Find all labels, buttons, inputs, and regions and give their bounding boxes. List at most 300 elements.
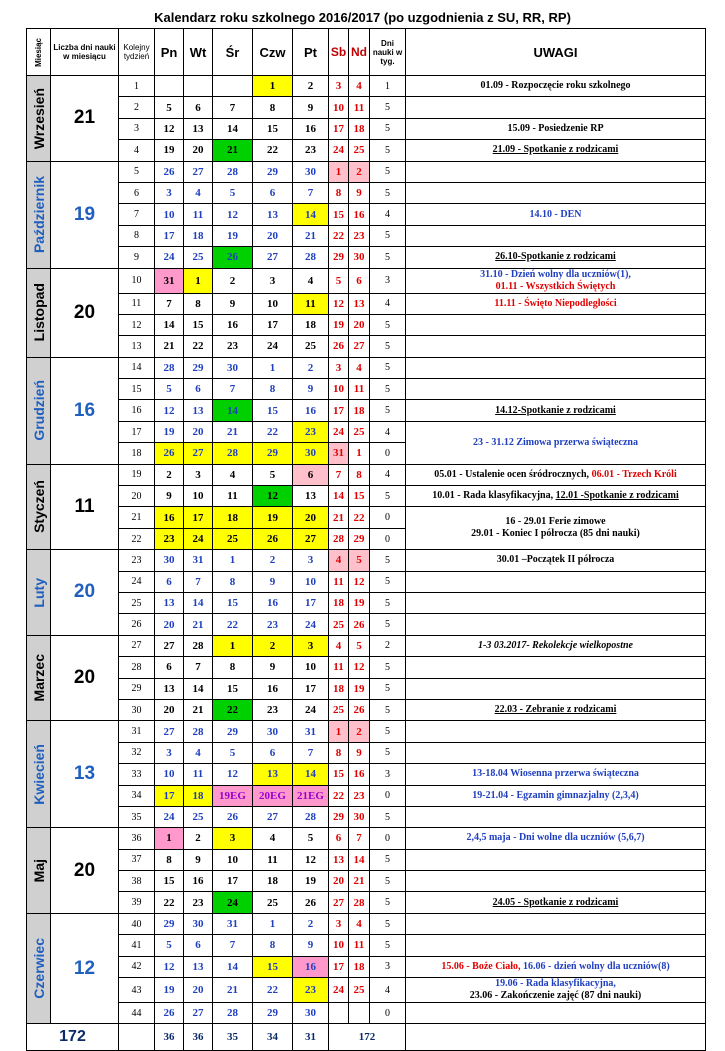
note-cell [406,571,706,592]
day-sb: 22 [329,785,349,806]
week-school-days: 5 [370,97,406,118]
note-cell [406,486,706,507]
day-wt: 3 [184,464,213,485]
week-number: 22 [119,528,155,549]
note-cell [406,293,706,314]
day-nd: 9 [349,182,370,203]
day-sb: 17 [329,118,349,139]
month-name: Grudzień [30,380,47,441]
day-wt: 22 [184,336,213,357]
day-czw: 26 [253,528,293,549]
day-wt: 13 [184,118,213,139]
week-number: 34 [119,785,155,806]
note-cell [406,699,706,720]
week-row [27,507,706,528]
week-school-days: 4 [370,464,406,485]
day-pn: 30 [155,550,184,571]
day-wt: 27 [184,1003,213,1024]
week-number: 37 [119,849,155,870]
week-row [27,571,706,592]
day-pt: 23 [293,978,329,1003]
week-school-days: 3 [370,956,406,977]
day-nd [349,1003,370,1024]
day-czw: 25 [253,892,293,913]
week-row [27,336,706,357]
day-sb: 24 [329,421,349,442]
day-nd: 25 [349,421,370,442]
week-school-days: 5 [370,182,406,203]
week-number: 23 [119,550,155,571]
week-school-days: 0 [370,785,406,806]
week-school-days: 4 [370,293,406,314]
note-text: 05.01 - Ustalenie ocen śródrocznych, [434,468,592,480]
week-row [27,293,706,314]
day-czw: 1 [253,913,293,934]
day-czw: 9 [253,657,293,678]
header-miesiac: Miesiąc [27,29,51,76]
day-czw: 10 [253,293,293,314]
day-pt: 27 [293,528,329,549]
day-sr: 26 [213,806,253,827]
week-number: 32 [119,742,155,763]
week-school-days: 5 [370,336,406,357]
day-pt: 16 [293,956,329,977]
day-czw: 29 [253,443,293,464]
day-pn: 8 [155,849,184,870]
day-sr: 19 [213,225,253,246]
day-pn: 9 [155,486,184,507]
note-cell [406,1003,706,1024]
day-czw: 27 [253,806,293,827]
day-wt: 27 [184,161,213,182]
note-cell [406,336,706,357]
note-cell [406,657,706,678]
day-sr: 23 [213,336,253,357]
week-number: 7 [119,204,155,225]
day-czw: 8 [253,379,293,400]
week-row [27,247,706,268]
note-cell [406,76,706,97]
week-school-days: 0 [370,1003,406,1024]
month-cell [27,357,51,464]
day-wt: 28 [184,721,213,742]
day-pn: 1 [155,828,184,849]
day-wt: 4 [184,182,213,203]
note-text: 2,4,5 maja - Dni wolne dla uczniów (5,6,7) [466,832,645,844]
day-pt: 20 [293,507,329,528]
day-wt: 6 [184,379,213,400]
day-pt: 2 [293,913,329,934]
week-number: 24 [119,571,155,592]
week-row [27,935,706,956]
day-czw: 22 [253,140,293,161]
week-school-days: 5 [370,247,406,268]
calendar-table [26,28,706,1051]
total-days: 172 [27,1024,119,1051]
week-row [27,97,706,118]
week-school-days: 5 [370,592,406,613]
day-nd: 7 [349,828,370,849]
day-nd: 21 [349,871,370,892]
day-wt: 13 [184,400,213,421]
note-text: 15.06 - Boże Ciało, [441,960,523,972]
note-cell [406,892,706,913]
week-row [27,657,706,678]
note-text: 1-3 03.2017- Rekolekcje wielkopostne [478,639,633,651]
day-sb: 12 [329,293,349,314]
day-pt: 14 [293,204,329,225]
day-wt: 27 [184,443,213,464]
day-sb: 7 [329,464,349,485]
day-pn: 22 [155,892,184,913]
note-text: 26.10-Spotkanie z rodzicami [495,251,616,263]
week-school-days: 5 [370,571,406,592]
week-row [27,699,706,720]
day-nd: 26 [349,699,370,720]
day-sb: 15 [329,204,349,225]
day-sb: 18 [329,678,349,699]
week-school-days: 0 [370,828,406,849]
week-number: 41 [119,935,155,956]
day-pt: 18 [293,314,329,335]
week-number: 18 [119,443,155,464]
day-sb: 4 [329,635,349,656]
week-row [27,161,706,182]
footer-czw: 34 [253,1024,293,1051]
week-row [27,871,706,892]
day-pt: 16 [293,118,329,139]
day-wt: 21 [184,614,213,635]
day-czw: 4 [253,828,293,849]
day-wt: 16 [184,871,213,892]
month-days-count: 11 [51,464,119,550]
day-nd: 25 [349,140,370,161]
week-row [27,379,706,400]
day-pt: 9 [293,935,329,956]
note-text: 19-21.04 - Egzamin gimnazjalny (2,3,4) [472,789,639,801]
note-cell [406,721,706,742]
footer-sr: 35 [213,1024,253,1051]
month-days-count: 20 [51,635,119,721]
week-row [27,956,706,977]
day-pt: 21EG [293,785,329,806]
day-pn: 27 [155,721,184,742]
day-sb: 1 [329,161,349,182]
day-czw: 22 [253,978,293,1003]
day-pt: 7 [293,742,329,763]
day-sr: 3 [213,828,253,849]
day-sb: 3 [329,357,349,378]
day-wt: 15 [184,314,213,335]
day-wt: 30 [184,913,213,934]
week-row [27,849,706,870]
day-pn: 26 [155,1003,184,1024]
day-sr: 30 [213,357,253,378]
week-school-days: 5 [370,614,406,635]
day-sr: 29 [213,721,253,742]
day-wt: 28 [184,635,213,656]
day-pn: 13 [155,592,184,613]
day-sr: 24 [213,892,253,913]
day-wt: 21 [184,699,213,720]
week-number: 1 [119,76,155,97]
week-school-days: 5 [370,892,406,913]
month-cell [27,635,51,721]
day-pn: 28 [155,357,184,378]
day-wt: 4 [184,742,213,763]
day-sr: 21 [213,140,253,161]
day-pt: 24 [293,614,329,635]
day-wt: 14 [184,592,213,613]
day-czw: 16 [253,592,293,613]
week-row [27,1003,706,1024]
day-czw: 24 [253,336,293,357]
day-czw: 18 [253,871,293,892]
day-pn [155,76,184,97]
day-nd: 23 [349,225,370,246]
day-sr: 15 [213,592,253,613]
day-sr: 1 [213,635,253,656]
week-row [27,806,706,827]
week-number: 14 [119,357,155,378]
month-days-count: 19 [51,161,119,268]
week-row [27,721,706,742]
day-czw: 30 [253,721,293,742]
day-nd: 11 [349,935,370,956]
day-czw: 2 [253,550,293,571]
day-nd: 30 [349,247,370,268]
day-nd: 18 [349,400,370,421]
month-cell [27,268,51,357]
month-days-count: 20 [51,550,119,636]
day-pt: 6 [293,464,329,485]
day-pt: 19 [293,871,329,892]
day-pt: 25 [293,336,329,357]
day-pn: 3 [155,742,184,763]
note-cell [406,978,706,1003]
day-czw: 23 [253,614,293,635]
day-pn: 24 [155,806,184,827]
day-sr: 5 [213,182,253,203]
footer-empty [119,1024,155,1051]
day-wt: 13 [184,956,213,977]
note-cell [406,806,706,827]
day-pt: 12 [293,849,329,870]
week-row [27,828,706,849]
month-name: Czerwiec [30,938,47,999]
week-row [27,550,706,571]
day-czw: 12 [253,486,293,507]
day-sr: 28 [213,1003,253,1024]
week-school-days: 5 [370,161,406,182]
note-cell [406,97,706,118]
day-sr: 4 [213,464,253,485]
day-nd: 5 [349,635,370,656]
footer-empty [406,1024,706,1051]
note-cell [406,400,706,421]
week-row [27,140,706,161]
week-school-days: 5 [370,357,406,378]
day-sb: 4 [329,550,349,571]
day-sr: 21 [213,421,253,442]
day-sr: 28 [213,443,253,464]
day-sr: 5 [213,742,253,763]
day-nd: 11 [349,379,370,400]
week-number: 39 [119,892,155,913]
note-text: 01.11 - Wszystkich Świętych [495,280,616,292]
day-nd: 4 [349,76,370,97]
note-cell [406,161,706,182]
day-czw: 1 [253,357,293,378]
day-pn: 6 [155,657,184,678]
week-number: 19 [119,464,155,485]
week-number: 25 [119,592,155,613]
day-nd: 27 [349,336,370,357]
day-nd: 8 [349,464,370,485]
month-cell [27,464,51,550]
month-name: Wrzesień [30,87,47,149]
day-pn: 26 [155,161,184,182]
note-cell [406,314,706,335]
week-number: 12 [119,314,155,335]
day-czw: 15 [253,118,293,139]
header-uwagi: UWAGI [406,29,706,76]
note-cell [406,828,706,849]
note-cell [406,140,706,161]
week-row [27,182,706,203]
day-nd: 28 [349,892,370,913]
day-pn: 24 [155,247,184,268]
day-sb: 28 [329,528,349,549]
day-czw: 13 [253,204,293,225]
week-school-days: 5 [370,678,406,699]
day-sb: 11 [329,657,349,678]
footer-wt: 36 [184,1024,213,1051]
week-number: 13 [119,336,155,357]
day-pn: 5 [155,97,184,118]
day-czw: 8 [253,97,293,118]
day-wt [184,76,213,97]
month-cell [27,161,51,268]
week-row [27,635,706,656]
week-number: 6 [119,182,155,203]
day-pn: 15 [155,871,184,892]
month-cell [27,721,51,828]
week-school-days: 5 [370,140,406,161]
day-sb: 25 [329,699,349,720]
footer-pn: 36 [155,1024,184,1051]
week-school-days: 5 [370,742,406,763]
day-pt: 30 [293,1003,329,1024]
day-czw: 9 [253,571,293,592]
week-school-days: 3 [370,268,406,293]
week-number: 3 [119,118,155,139]
week-school-days: 5 [370,225,406,246]
week-school-days: 0 [370,443,406,464]
day-sr: 12 [213,204,253,225]
day-nd: 5 [349,550,370,571]
day-pt: 3 [293,635,329,656]
day-wt: 10 [184,486,213,507]
day-sb: 6 [329,828,349,849]
week-number: 42 [119,956,155,977]
note-text: 30.01 –Początek II półrocza [496,554,615,566]
day-pn: 26 [155,443,184,464]
note-cell [406,635,706,656]
note-text: 22.03 - Zebranie z rodzicami [494,704,617,716]
week-school-days: 5 [370,849,406,870]
day-pn: 10 [155,204,184,225]
page-title: Kalendarz roku szkolnego 2016/2017 (po uzgodnienia z SU, RR, RP) [154,10,571,25]
week-school-days: 5 [370,486,406,507]
day-pt: 3 [293,550,329,571]
day-pn: 17 [155,225,184,246]
week-school-days: 5 [370,913,406,934]
day-sb: 22 [329,225,349,246]
day-nd: 9 [349,742,370,763]
note-cell [406,421,706,464]
week-school-days: 5 [370,550,406,571]
day-pt: 10 [293,571,329,592]
day-nd: 16 [349,204,370,225]
day-sr: 7 [213,379,253,400]
day-pt: 26 [293,892,329,913]
day-wt: 7 [184,657,213,678]
month-cell [27,828,51,914]
day-sr: 8 [213,657,253,678]
day-czw: 2 [253,635,293,656]
day-sb: 26 [329,336,349,357]
note-cell [406,182,706,203]
week-row [27,314,706,335]
day-sr: 2 [213,268,253,293]
day-czw: 20EG [253,785,293,806]
month-name: Listopad [30,283,47,342]
day-wt: 6 [184,97,213,118]
note-cell [406,849,706,870]
day-sb: 3 [329,76,349,97]
week-number: 35 [119,806,155,827]
day-czw: 13 [253,764,293,785]
day-czw: 19 [253,507,293,528]
day-nd: 1 [349,443,370,464]
note-cell [406,550,706,571]
day-pt: 5 [293,828,329,849]
day-nd: 12 [349,571,370,592]
month-days-count: 12 [51,913,119,1024]
month-cell [27,550,51,636]
day-pn: 19 [155,140,184,161]
header-row [27,29,706,76]
day-pn: 5 [155,379,184,400]
week-number: 20 [119,486,155,507]
day-czw: 20 [253,225,293,246]
day-sb: 10 [329,935,349,956]
week-row [27,592,706,613]
week-school-days: 5 [370,379,406,400]
week-number: 17 [119,421,155,442]
month-name: Styczeń [30,480,47,534]
week-number: 40 [119,913,155,934]
note-text: 19.06 - Rada klasyfikacyjna, [495,978,616,990]
note-cell [406,225,706,246]
day-czw: 3 [253,268,293,293]
day-wt: 9 [184,849,213,870]
note-cell [406,871,706,892]
day-sb: 5 [329,268,349,293]
note-text: 11.11 - Święto Niepodległości [494,297,617,309]
day-sb: 10 [329,379,349,400]
